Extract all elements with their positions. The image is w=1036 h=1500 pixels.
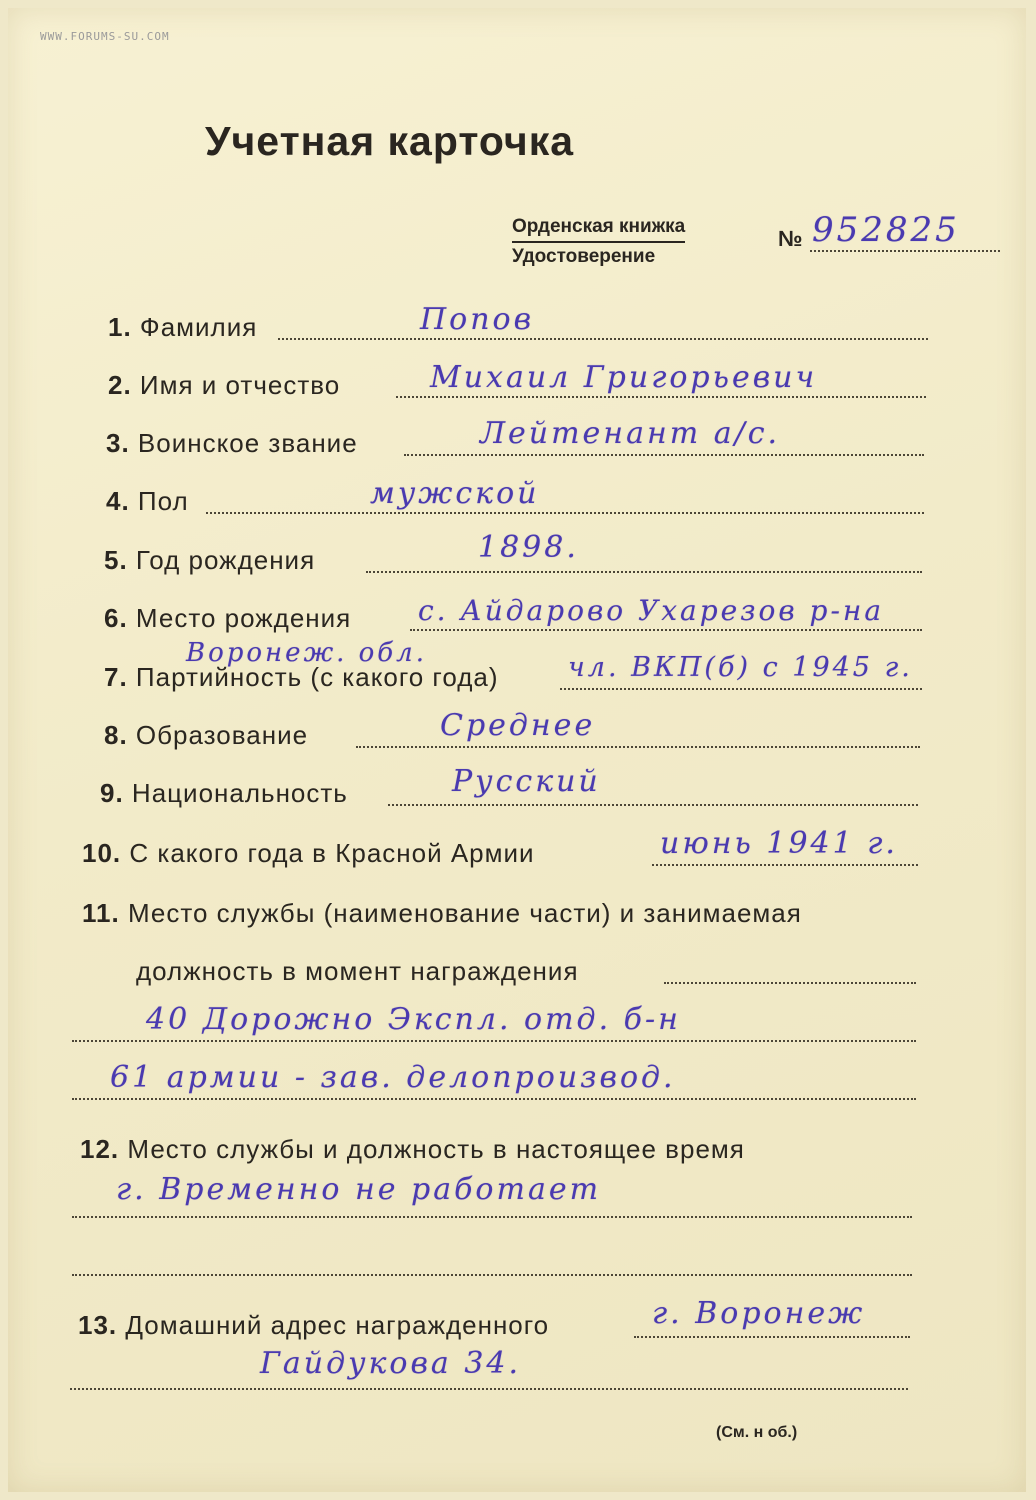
field-rank-line — [404, 454, 924, 456]
field-birthplace-label: 6. Место рождения — [104, 603, 352, 633]
field-home-address-line-2 — [70, 1388, 908, 1390]
field-sex-line — [206, 512, 924, 514]
field-surname-line — [278, 338, 928, 340]
field-party-value: чл. ВКП(б) с 1945 г. — [568, 652, 913, 683]
field-service-place-value-1: 40 Дорожно Экспл. отд. б-н — [146, 1002, 681, 1037]
field-party-label: 7. Партийность (с какого года) — [104, 662, 499, 692]
order-book-heading — [512, 213, 685, 271]
order-book-label: Орденская книжка — [512, 213, 685, 243]
field-education-value: Среднее — [440, 708, 596, 743]
field-current-service-line-1 — [72, 1216, 912, 1218]
field-rank-label: 3. Воинское звание — [106, 428, 358, 458]
field-rank-value: Лейтенант а/с. — [480, 416, 781, 451]
field-party-line — [560, 688, 922, 690]
field-home-address-label: 13. Домашний адрес награжденного — [78, 1310, 550, 1340]
field-home-address-value-2: Гайдукова 34. — [260, 1346, 522, 1381]
field-army-since-value: июнь 1941 г. — [660, 826, 898, 861]
field-nationality-value: Русский — [452, 764, 601, 799]
field-name-value: Михаил Григорьевич — [430, 360, 818, 395]
field-home-address-value: г. Воронеж — [652, 1296, 866, 1331]
field-surname-value: Попов — [420, 302, 535, 337]
field-service-place-label-cont: должность в момент награждения — [136, 956, 579, 986]
field-service-place-line-3 — [72, 1098, 916, 1100]
field-current-service-value: г. Временно не работает — [116, 1172, 602, 1207]
field-birthyear-label: 5. Год рождения — [104, 545, 316, 575]
certificate-label: Удостоверение — [512, 246, 656, 267]
field-birthplace-value-cont: Воронеж. обл. — [186, 638, 427, 668]
watermark: WWW.FORUMS-SU.COM — [40, 30, 170, 43]
field-current-service-line-2 — [72, 1274, 912, 1276]
field-service-place-value-2: 61 армии - зав. делопроизвод. — [110, 1060, 676, 1095]
field-army-since-line — [652, 864, 918, 866]
field-army-since-label: 10. С какого года в Красной Армии — [82, 838, 535, 868]
card-title: Учетная карточка — [205, 118, 575, 164]
field-service-place-line-1 — [664, 982, 916, 984]
field-name-label: 2. Имя и отчество — [108, 370, 341, 400]
number-sign: № — [778, 226, 803, 251]
field-birthplace-line — [410, 629, 922, 631]
field-service-place-line-2 — [72, 1040, 916, 1042]
field-home-address-line-1 — [634, 1336, 910, 1338]
order-book-number: 952825 — [812, 210, 960, 250]
field-surname-label: 1. Фамилия — [108, 312, 258, 342]
field-name-line — [396, 396, 926, 398]
field-nationality-label: 9. Национальность — [100, 778, 348, 808]
field-education-label: 8. Образование — [104, 720, 309, 750]
number-line — [810, 250, 1000, 252]
field-birthyear-line — [366, 571, 922, 573]
field-birthplace-value: с. Айдарово Ухарезов р-на — [418, 594, 885, 627]
field-birthyear-value: 1898. — [478, 530, 579, 565]
field-nationality-line — [388, 804, 918, 806]
field-service-place-label: 11. Место службы (наименование части) и занимаемая — [82, 898, 802, 928]
field-education-line — [356, 746, 920, 748]
field-current-service-label: 12. Место службы и должность в настоящее время — [80, 1134, 745, 1164]
field-sex-label: 4. Пол — [106, 486, 189, 516]
field-sex-value: мужской — [370, 476, 540, 511]
see-reverse-note: (См. н об.) — [716, 1424, 798, 1441]
